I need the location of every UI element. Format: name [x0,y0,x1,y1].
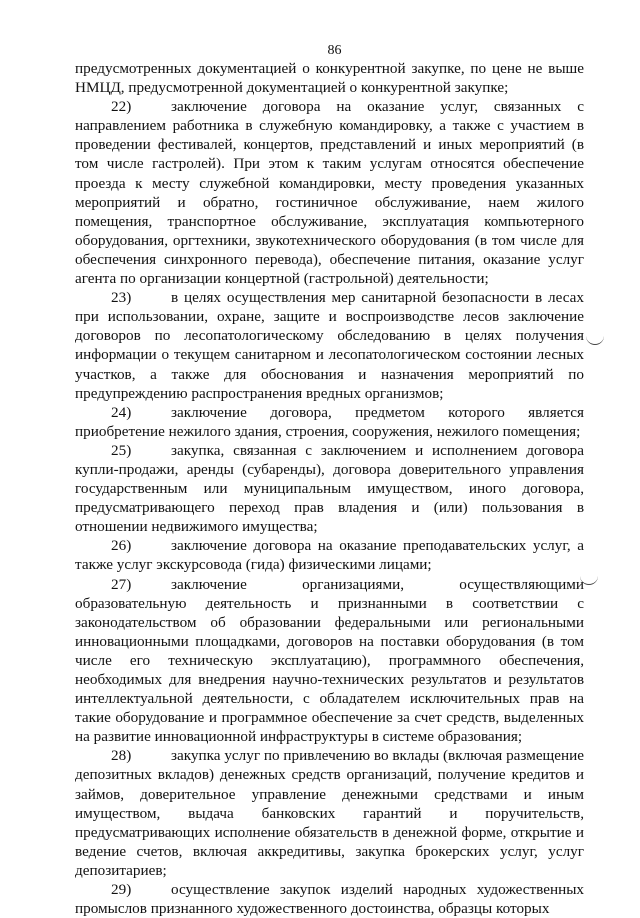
item-number: 24) [111,403,132,421]
item-text: заключение договора на оказание преподавательских услуг, а также услуг экскурсовода (гида) физическими лицами; [75,537,584,574]
item-number: 29) [111,881,132,899]
item-number: 26) [111,537,132,555]
item-text: закупка, связанная с заключением и исполнением договора купли-продажи, аренды (субаренды), договора доверительного управления государственным или муниципальным имуществом, иного договора, предусматривающего переход прав владения и (или) пользования в отношении недвижимого имущества; [75,441,584,536]
lead-paragraph: предусмотренных документацией о конкурентной закупке, по цене не выше НМЦД, предусмотренной документацией о конкурентной закупке; [75,60,584,97]
item-text: заключение договора, предметом которого является приобретение нежилого здания, строения, сооружения, нежилого помещения; [75,403,584,440]
page-number: 86 [327,43,342,58]
item-text: осуществление закупок изделий народных художественных промыслов признанного художественного достоинства, образцы которых [75,881,584,918]
list-item [75,746,584,880]
item-number: 28) [111,747,132,765]
item-text: закупка услуг по привлечению во вклады (включая размещение депозитных вкладов) денежных средств организаций, получение кредитов и займов, доверительное управление денежными средствами и иным имуществом, выдача банковских гарантий и поручительств, предусматривающих исполнение обязательств в денежной форме, открытие и ведение счетов, включая аккредитивы, закупка брокерских услуг, услуг депозитариев; [75,747,584,879]
list-item [75,403,584,441]
item-number: 23) [111,289,132,307]
list-item [75,880,584,918]
item-text: заключение организациями, осуществляющими образовательную деятельность и признанными в соответствии с законодательством об образовании федеральными или региональными инновационными площадками, договоров на поставки оборудования (в том числе его техническую эксплуатацию), программного обеспечения, необходимых для внедрения научно-технических результатов и результатов интеллектуальной деятельности, с обладателем исключительных прав на такие оборудование и программное обеспечение за счет средств, выделенных на развитие инновационной инфраструктуры в системе образования; [75,575,584,746]
item-text: заключение договора на оказание услуг, связанных с направлением работника в служебную командировку, а также с участием в проведении фестивалей, концертов, представлений и иных мероприятий (в том числе гастролей). При этом к таким услугам относятся обеспечение проезда к месту служебной командировки, месту проведения указанных мероприятий и обратно, гостиничное обслуживание, наем жилого помещения, транспортное обслуживание, эксплуатация компьютерного оборудования, оргтехники, звукотехнического оборудования (в том числе для обеспечения синхронного перевода), обеспечение питания, оказание услуг агента по организации концертной (гастрольной) деятельности; [75,98,584,288]
item-text: в целях осуществления мер санитарной безопасности в лесах при использовании, охране, защите и воспроизводстве лесов заключение договоров по лесопатологическому обследованию в целях получения информации о текущем санитарном и лесопатологическом состоянии лесных участков, а также для обоснования и назначения мероприятий по предупреждению распространения вредных организмов; [75,289,584,402]
document-body [75,59,584,918]
list-item [75,288,584,403]
item-number: 25) [111,441,132,459]
margin-mark [586,336,604,345]
list-item [75,97,584,288]
item-number: 22) [111,98,132,116]
list-item [75,441,584,536]
item-number: 27) [111,575,132,593]
list-item [75,575,584,747]
list-item [75,536,584,574]
